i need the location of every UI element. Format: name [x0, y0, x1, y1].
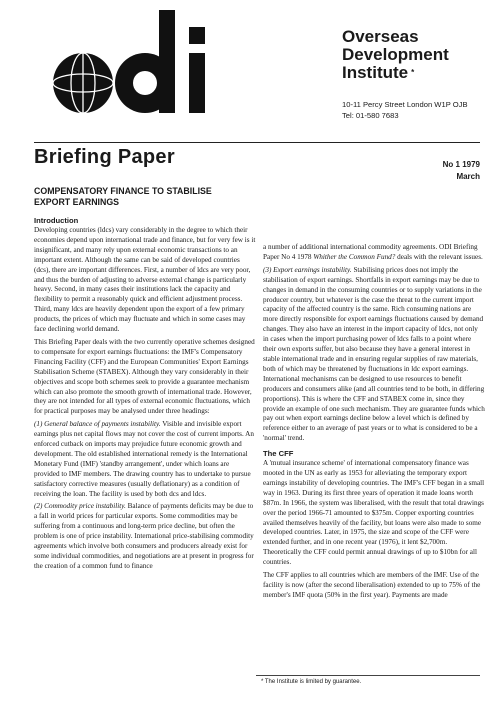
- issue-info: [443, 159, 480, 183]
- commodity-price-paragraph: (2) Commodity price instability. Balance of payments deficits may be due to a fall in world prices for particular exports. Some commodities may be suffering from a continuous and long-term price decline, but often the problem is one of price instability. International price-stabilising commodity agreements which involve both consumers and producers already exist for some individual commodities, and negotiations are at present in progress for the creation of a common fund to finance: [34, 502, 254, 570]
- institute-name-line3: Institute: [342, 63, 409, 82]
- cff-history-paragraph: A 'mutual insurance scheme' of international compensatory finance was mooted in the UN as early as 1953 for alleviating the temporary export earnings instability of developing countries. The IMF's CFF began in a small way in 1963. During its first three years of operation it made loans worth $87m. In 1966, the system was liberalised, with the result that total drawings over the period 1966-71 amounted to $375m. Copper exporting countries availed themselves heavily of the facility, but loans were also made to some developed countries. Later, in 1975, the size and scope of the CFF were extended further, and in one recent year (1976), it lent $2,700m. Theoretically the CFF could permit annual drawings of up to $10bn for all countries.: [263, 459, 485, 567]
- institute-star: *: [411, 68, 415, 77]
- left-column: [34, 215, 256, 575]
- institute-address: 10-11 Percy Street London W1P OJB: [342, 100, 468, 109]
- intro-paragraph: Developing countries (ldcs) vary considerably in the degree to which their economies depend upon international trade and finance, but for very few is it insignificant, and many rely upon external economic transactions to an important extent. Although the same can be said of developed countries (dcs), there are important differences. First, a number of ldcs are very poor, and thus the burden of adjusting to adverse external change is particularly heavy. Second, in many cases their institutions lack the capacity and flexibility to permit a reasonably quick and efficient adjustment process. Third, many ldcs are heavily dependent upon the export of a few primary products, the prices of which may fluctuate and which in some cases may face declining world demand.: [34, 226, 256, 334]
- article-title: [34, 186, 264, 208]
- article-title-line2: EXPORT EARNINGS: [34, 197, 120, 207]
- cff-heading: The CFF: [263, 449, 294, 459]
- export-earnings-paragraph: (3) Export earnings instability. Stabilising prices does not imply the stabilisation of export earnings. Shortfalls in export earnings may be due to changes in demand in the consuming countries or to supply variations in the producer country, but whatever is the case the threat to the current import capacity of the affected country is the same. Rich consuming nations are more directly responsible for export earnings fluctuations caused by demand changes. They also have an interest in the import capacity of ldcs, not only in cases when the import purchasing power of ldcs falls to a point where their own exports suffer, but also because they have a general interest in stable international trade and in ensuring regular supplies of raw materials, both of which may be threatened by fluctuations in ldc export earnings. International mechanisms can be designed to use resources to benefit producers and consumers alike (and all countries tend to be both, in differing proportions). This is where the CFF and STABEX come in, since they provide an example of one such mechanism. They are guarantee funds which pay out when export earnings decline below a level which is defined by reference either to an average of past years or to what is considered to be a 'normal' trend.: [263, 265, 485, 443]
- issue-number: No 1 1979: [442, 160, 480, 169]
- institute-name-line2: Development: [342, 45, 449, 64]
- common-fund-paragraph: a number of additional international commodity agreements. ODI Briefing Paper No 4 1978 Whither the Common Fund? deals with the relevant issues.: [263, 243, 483, 261]
- right-column: [263, 243, 485, 604]
- institute-address-block: [342, 99, 492, 121]
- publication-title: Briefing Paper: [34, 146, 175, 168]
- institute-name-line1: Overseas: [342, 27, 419, 46]
- footnote-divider: [256, 675, 480, 676]
- balance-of-payments-paragraph: (1) General balance of payments instability. Visible and invisible export earnings plus net capital flows may not cover the cost of current imports. An enforced cutback on imports may prejudice future economic growth and development. The old established international remedy is the International Monetary Fund (IMF) 'standby arrangement', under which loans are provided to IMF members. The drawing country has to undertake to pursue satisfactory corrective measures (usually deflationary) as a condition of receiving the loan. The facility is used by both dcs and ldcs.: [34, 420, 254, 498]
- institute-name: [342, 28, 492, 82]
- article-title-line1: COMPENSATORY FINANCE TO STABILISE: [34, 186, 212, 196]
- cff-membership-paragraph: The CFF applies to all countries which are members of the IMF. Use of the facility is now (after the second liberalisation) extended to up to 75% of the member's IMF quota (50% in the first year). Payments are made: [263, 571, 481, 599]
- odi-logo: [38, 10, 238, 130]
- institute-telephone: Tel: 01-580 7683: [342, 111, 399, 120]
- introduction-heading: Introduction: [34, 216, 79, 225]
- schemes-paragraph: This Briefing Paper deals with the two currently operative schemes designed to compensate for export earnings fluctuations: the IMF's Compensatory Financing Facility (CFF) and the European Communities' Export Earnings Stabilisation Scheme (STABEX). Although they vary considerably in their objectives and scope both schemes seek to provide a guarantee mechanism which can also promote the smooth growth of international trade. However, they are not intended for all types of external economic fluctuations, which for practical purposes may be analysed under three headings:: [34, 337, 255, 416]
- footnote: * The Institute is limited by guarantee.: [261, 679, 362, 685]
- issue-month: March: [456, 172, 480, 181]
- header-divider: [34, 142, 480, 143]
